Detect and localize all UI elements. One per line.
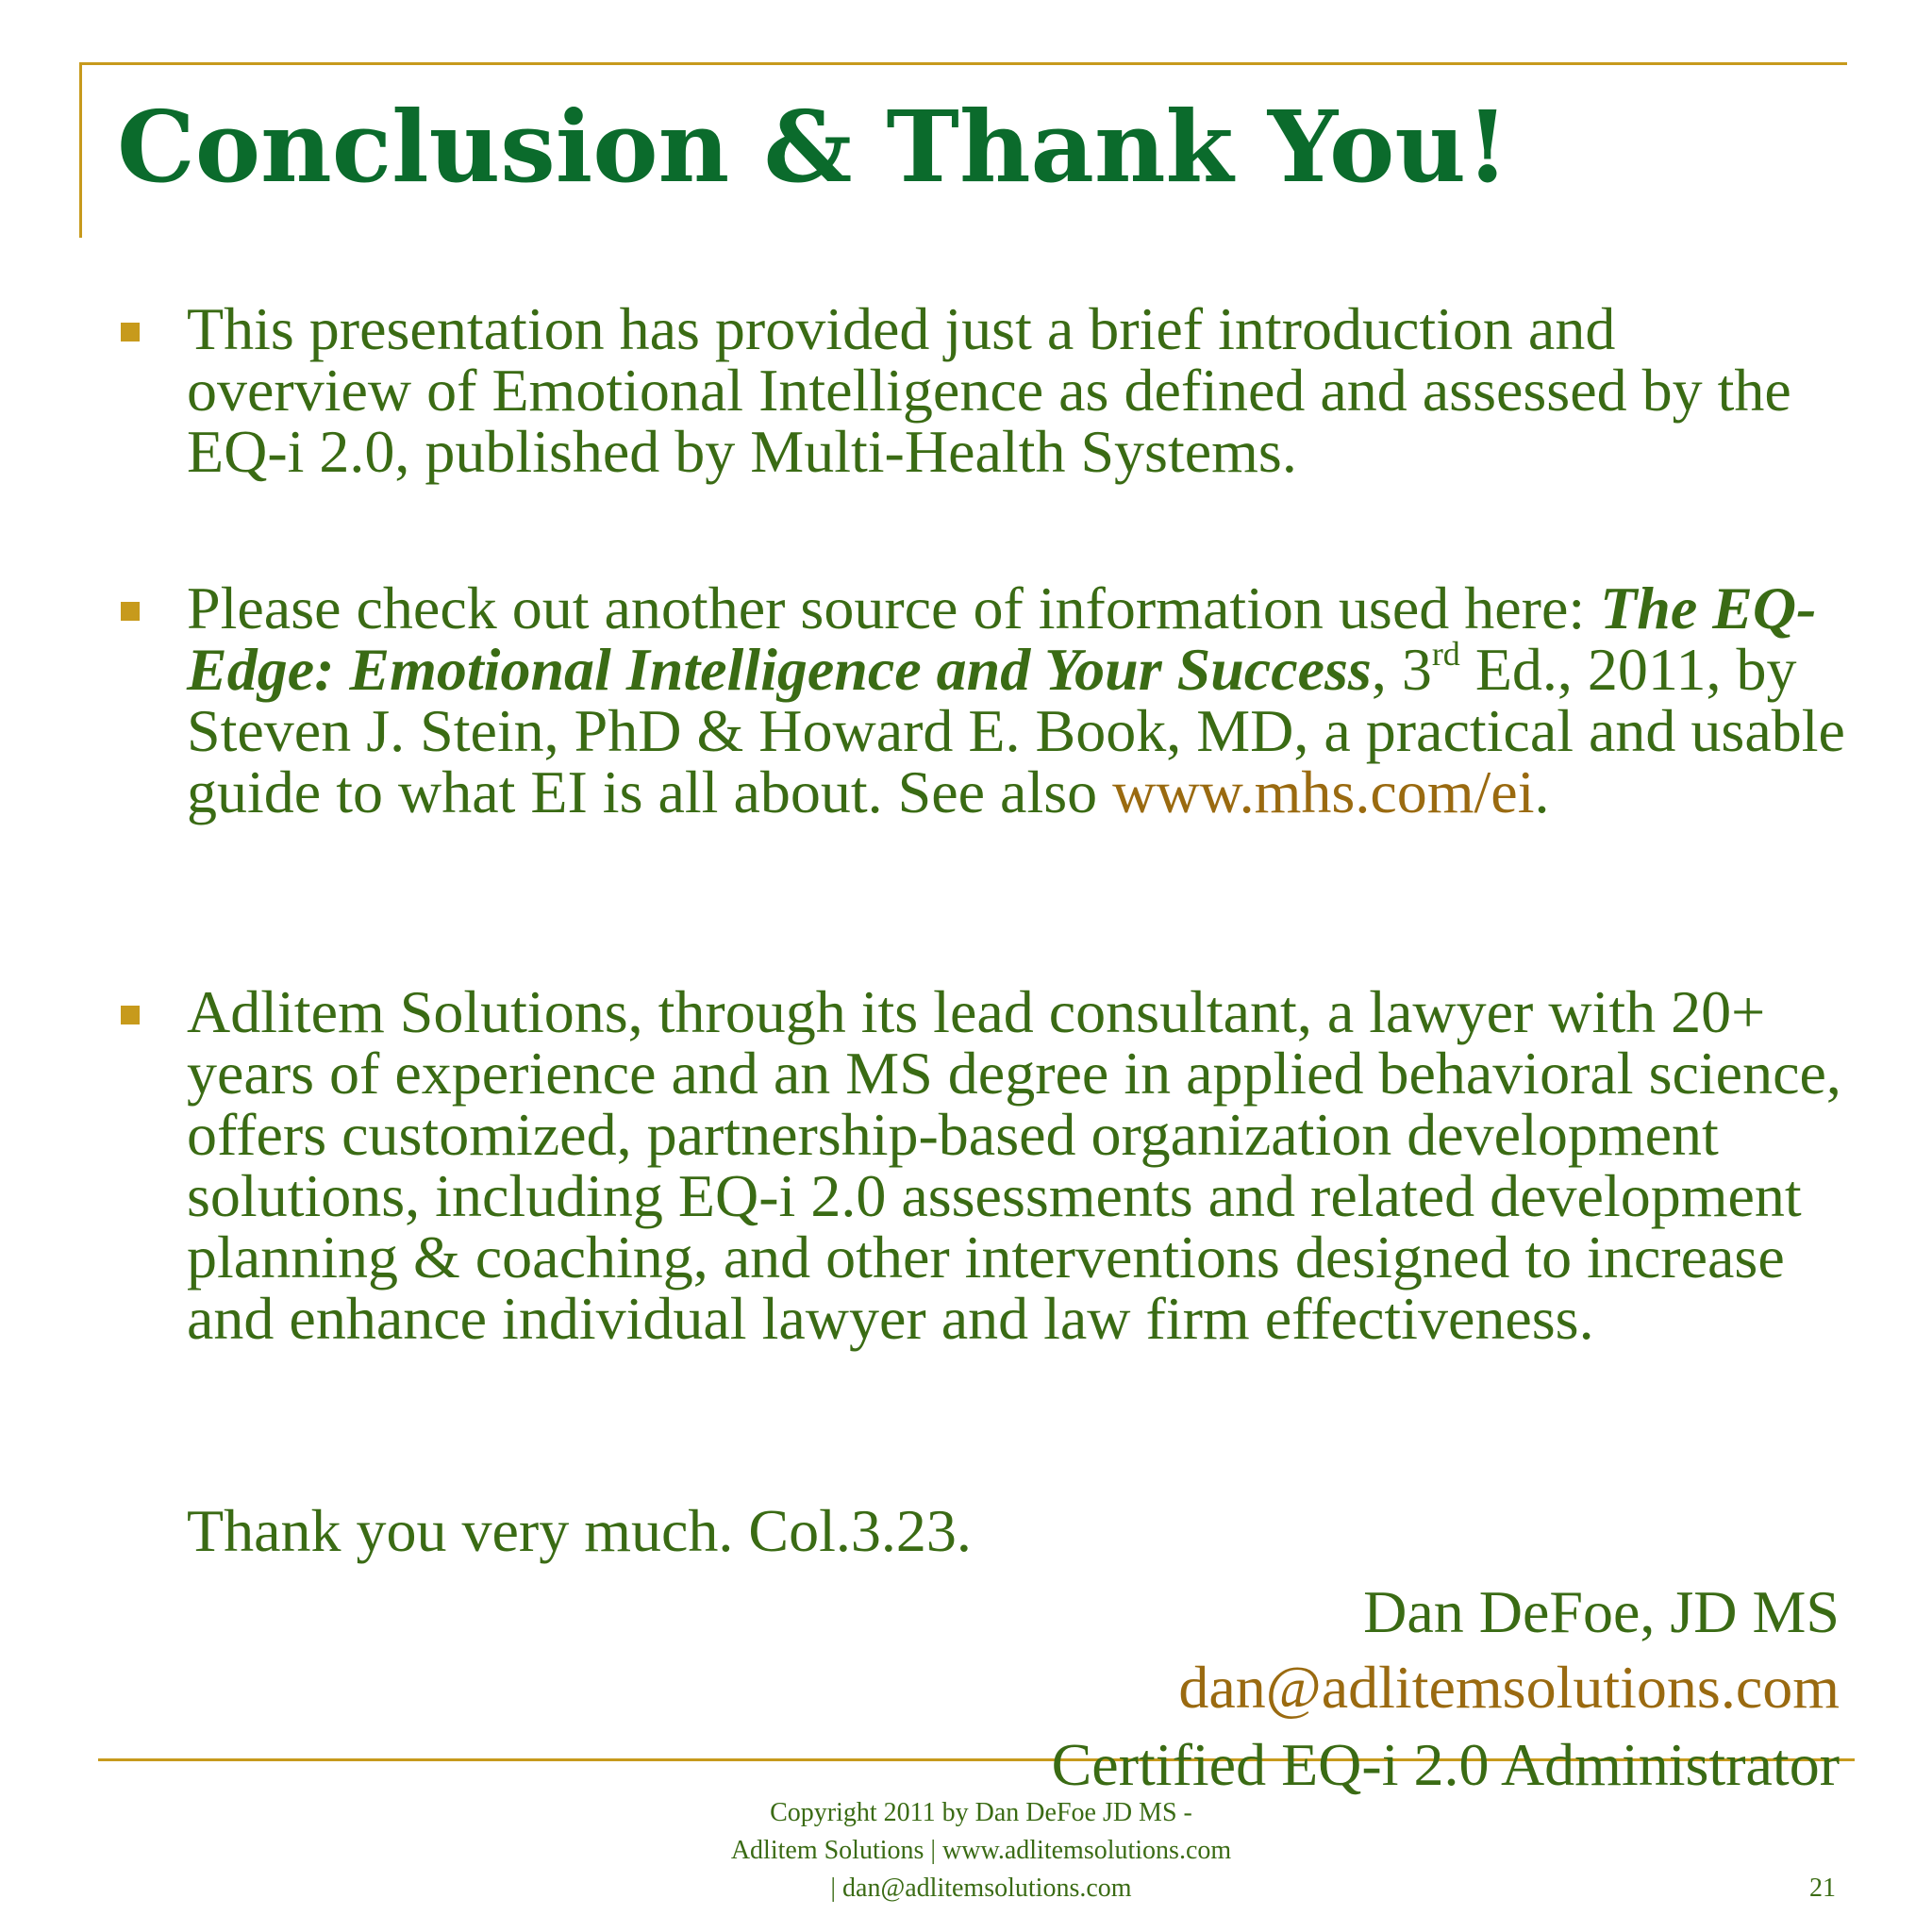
bullet-item-source — [117, 577, 1853, 823]
edition-superscript: rd — [1431, 635, 1460, 673]
top-rule — [81, 62, 1847, 65]
bullet-item-adlitem — [117, 978, 1853, 1352]
bullet-item-intro — [117, 295, 1853, 485]
source-intro-text: Please check out another source of information used here: — [187, 575, 1601, 641]
signature-title: Certified EQ-i 2.0 Administrator — [1051, 1731, 1840, 1798]
source-end-punctuation: . — [1534, 758, 1550, 825]
thank-you-text: Thank you very much. Col.3.23. — [187, 1497, 972, 1564]
source-detail-text: Ed., 2011, by Steven J. Stein, PhD & Howard E. Book, MD, a practical and usable guide to what EI is all about. See also — [187, 636, 1845, 825]
footer-line: Adlitem Solutions | www.adlitemsolutions.com — [730, 1836, 1232, 1865]
footer-line: | dan@adlitemsolutions.com — [830, 1874, 1132, 1903]
bullet-square-icon — [121, 323, 140, 341]
book-title: The EQ-Edge: Emotional Intelligence and Your Success — [187, 575, 1817, 703]
edition-prefix: , 3 — [1371, 636, 1432, 703]
signature-name: Dan DeFoe, JD MS — [1363, 1578, 1840, 1645]
bullet-square-icon — [121, 1006, 140, 1024]
bullet-text: This presentation has provided just a brief introduction and overview of Emotional Intelligence as defined and assessed by the EQ-i 2.0, published by Multi-Health Systems. — [187, 295, 1791, 485]
bullet-text — [187, 577, 1847, 823]
bullet-square-icon — [121, 602, 140, 621]
bullet-text: Adlitem Solutions, through its lead consultant, a lawyer with 20+ years of experience and an MS degree in applied behavioral science, offers customized, partnership-based organization development solutions, including EQ-i 2.0 assessments and related development planning & coaching, and other interventions designed to increase and enhance individual lawyer and law firm effectiveness. — [187, 978, 1841, 1352]
signature-email-link[interactable]: dan@adlitemsolutions.com — [1178, 1654, 1840, 1721]
slide-title: Conclusion & Thank You! — [117, 89, 1509, 205]
mhs-link[interactable]: www.mhs.com/ei — [1112, 758, 1535, 825]
copyright-footer — [679, 1794, 1283, 1907]
left-rule — [79, 62, 82, 238]
page-number: 21 — [1809, 1874, 1836, 1903]
footer-line: Copyright 2011 by Dan DeFoe JD MS - — [770, 1798, 1192, 1827]
